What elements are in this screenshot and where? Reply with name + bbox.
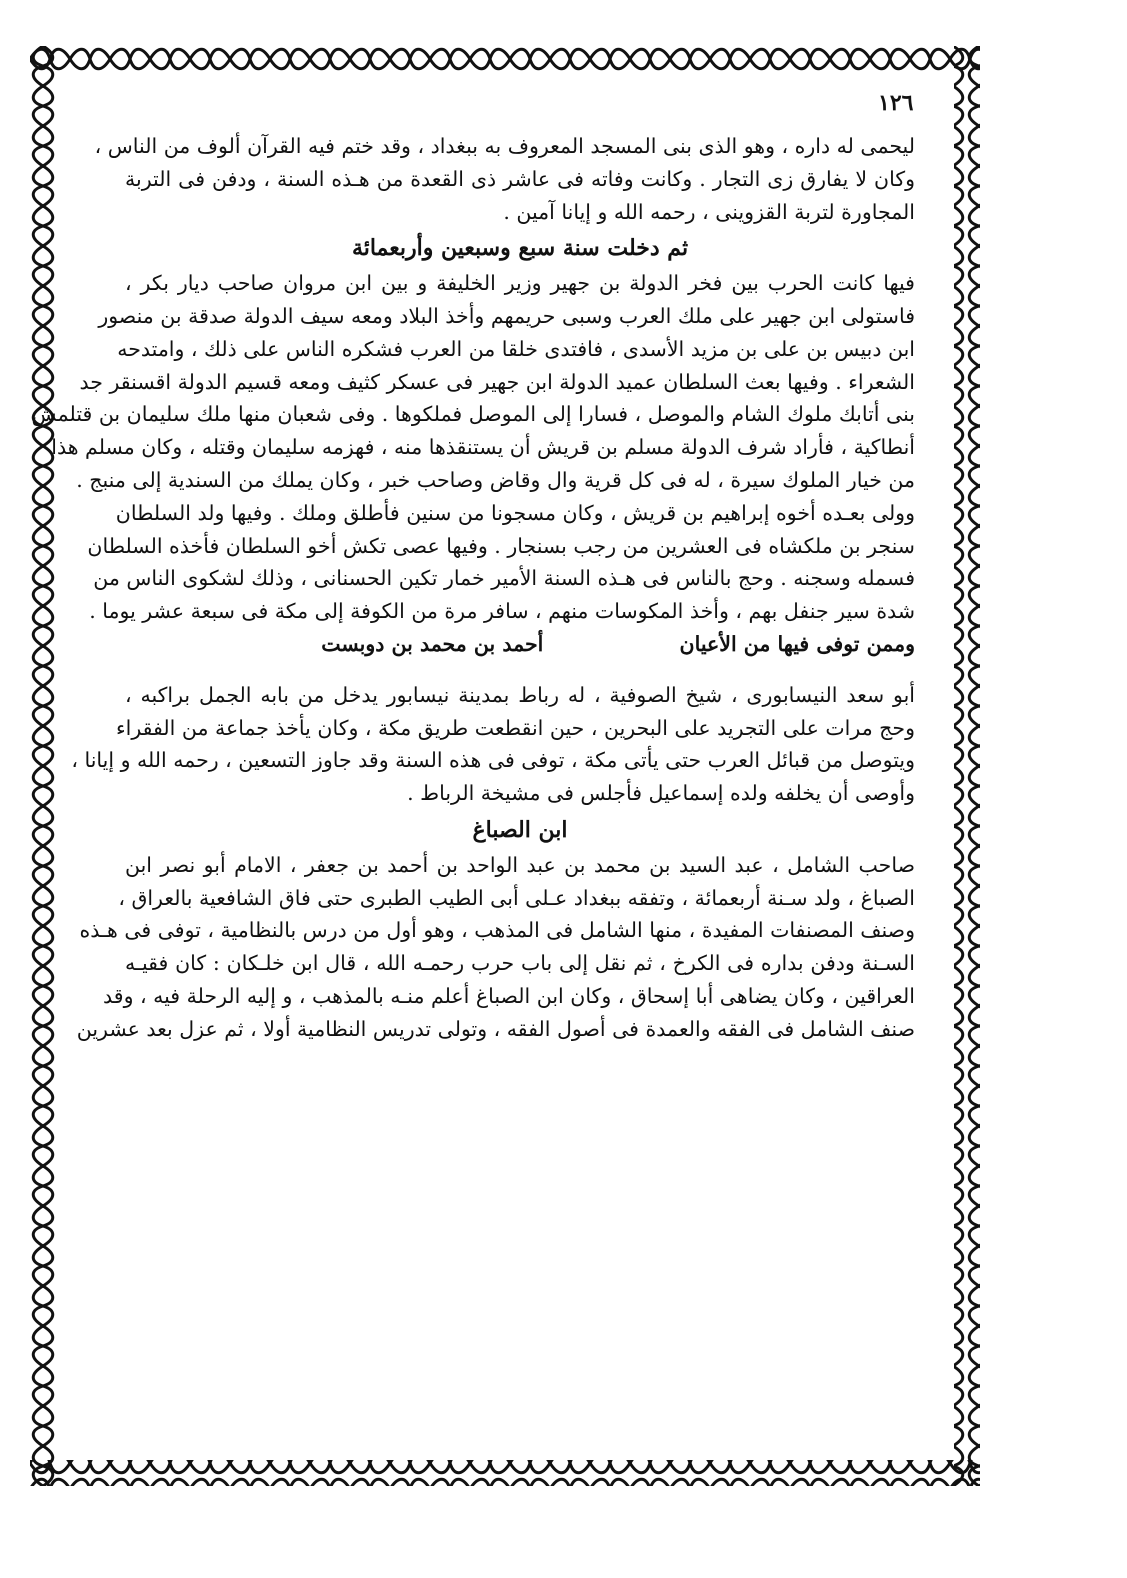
section-heading: ثم دخلت سنة سبع وسبعين وأربعمائة <box>351 235 689 262</box>
text-line: وأوصى أن يخلفه ولده إسماعيل فأجلس فى مشيخة الرباط . <box>407 781 915 806</box>
page-number: ١٢٦ <box>868 90 923 116</box>
paragraph <box>94 130 915 228</box>
text-line: من خيار الملوك سيرة ، له فى كل قرية وال وقاض وصاحب خبر ، وكان يملك من السندية إلى منبج . <box>76 467 915 492</box>
text-line: صاحب الشامل ، عبد السيد بن محمد بن عبد الواحد بن أحمد بن جعفر ، الامام أبو نصر ابن <box>125 852 915 877</box>
text-line: ليحمى له داره ، وهو الذى بنى المسجد المعروف به ببغداد ، وقد ختم فيه القرآن ألوف من الناس ، <box>94 134 915 158</box>
text-line: الصباغ ، ولد سـنة أربعمائة ، وتفقه ببغداد عـلى أبى الطيب الطبرى حتى فاق الشافعية بالعراق ، <box>118 885 915 910</box>
text-line: أنطاكية ، فأراد شرف الدولة مسلم بن قريش أن يستنقذها منه ، فهزمه سليمان وقتله ، وكان مسلم هذا <box>51 435 915 460</box>
text-line: فسمله وسجنه . وحج بالناس فى هـذه السنة الأمير خمار تكين الحسنانى ، وذلك لشكوى الناس من <box>93 566 915 591</box>
text-line: وحج مرات على التجريد على البحرين ، حين انقطعت طريق مكة ، وكان يأخذ جماعة من الفقراء <box>116 715 915 740</box>
text-line: وصنف المصنفات المفيدة ، منها الشامل فى المذهب ، وهو أول من درس بالنظامية ، توفى فى هـذه <box>79 918 915 943</box>
text-line: فاستولى ابن جهير على ملك العرب وسبى حريمهم وأخذ البلاد ومعه سيف الدولة صدقة بن منصور <box>98 303 915 328</box>
page-body <box>31 130 915 1046</box>
text-line: العراقين ، وكان يضاهى أبا إسحاق ، وكان ابن الصباغ أعلم منـه بالمذهب ، و إليه الرحلة فيه ، وقد <box>103 983 915 1008</box>
text-line: ويتوصل من قبائل العرب حتى يأتى مكة ، توفى فى هذه السنة وقد جاوز التسعين ، رحمه الله و إيانا ، <box>71 748 915 773</box>
paragraph <box>71 679 915 810</box>
text-line: وولى بعـده أخوه إبراهيم بن قريش ، وكان مسجونا من سنين فأطلق وملك . وفيها ولد السلطان <box>115 500 915 525</box>
notables-line <box>125 628 915 661</box>
text-line: بنى أتابك ملوك الشام والموصل ، فسارا إلى الموصل فملكوها . وفى شعبان منها ملك سليمان بن قتلمش <box>31 402 915 427</box>
text-line: السـنة ودفن بداره فى الكرخ ، ثم نقل إلى باب حرب رحمـه الله ، قال ابن خلـكان : كان فقيـه <box>125 951 915 976</box>
spacer <box>125 628 185 661</box>
text-line: فيها كانت الحرب بين فخر الدولة بن جهير وزير الخليفة و بين ابن مروان صاحب ديار بكر ، <box>125 271 915 296</box>
section-heading: ابن الصباغ <box>472 816 568 843</box>
text-line: الشعراء . وفيها بعث السلطان عميد الدولة ابن جهير فى عسكر كثيف ومعه قسيم الدولة اقسنقر جد <box>79 369 915 394</box>
notables-intro: وممن توفى فيها من الأعيان <box>679 631 915 656</box>
text-line: أبو سعد النيسابورى ، شيخ الصوفية ، له رباط بمدينة نيسابور يدخل من بابه الجمل براكبه ، <box>125 682 915 707</box>
text-line: شدة سير جنفل بهم ، وأخذ المكوسات منهم ، سافر مرة من الكوفة إلى مكة فى سبعة عشر يوما . <box>89 599 915 624</box>
notable-name: أحمد بن محمد بن دوبست <box>321 631 544 656</box>
text-line: ابن دبيس بن على بن مزيد الأسدى ، فافتدى خلقا من العرب فشكره الناس على ذلك ، وامتدحه <box>117 336 915 361</box>
text-line: وكان لا يفارق زى التجار . وكانت وفاته فى عاشر ذى القعدة من هـذه السنة ، ودفن فى التربة <box>125 166 915 191</box>
paragraph <box>31 267 915 628</box>
text-line: المجاورة لتربة القزوينى ، رحمه الله و إيانا آمين . <box>503 199 915 224</box>
text-line: صنف الشامل فى الفقه والعمدة فى أصول الفقه ، وتولى تدريس النظامية أولا ، ثم عزل بعد عشرين <box>76 1016 915 1041</box>
text-line: سنجر بن ملكشاه فى العشرين من رجب بسنجار . وفيها عصى تكش أخو السلطان فأخذه السلطان <box>87 533 915 558</box>
paragraph <box>76 849 915 1046</box>
